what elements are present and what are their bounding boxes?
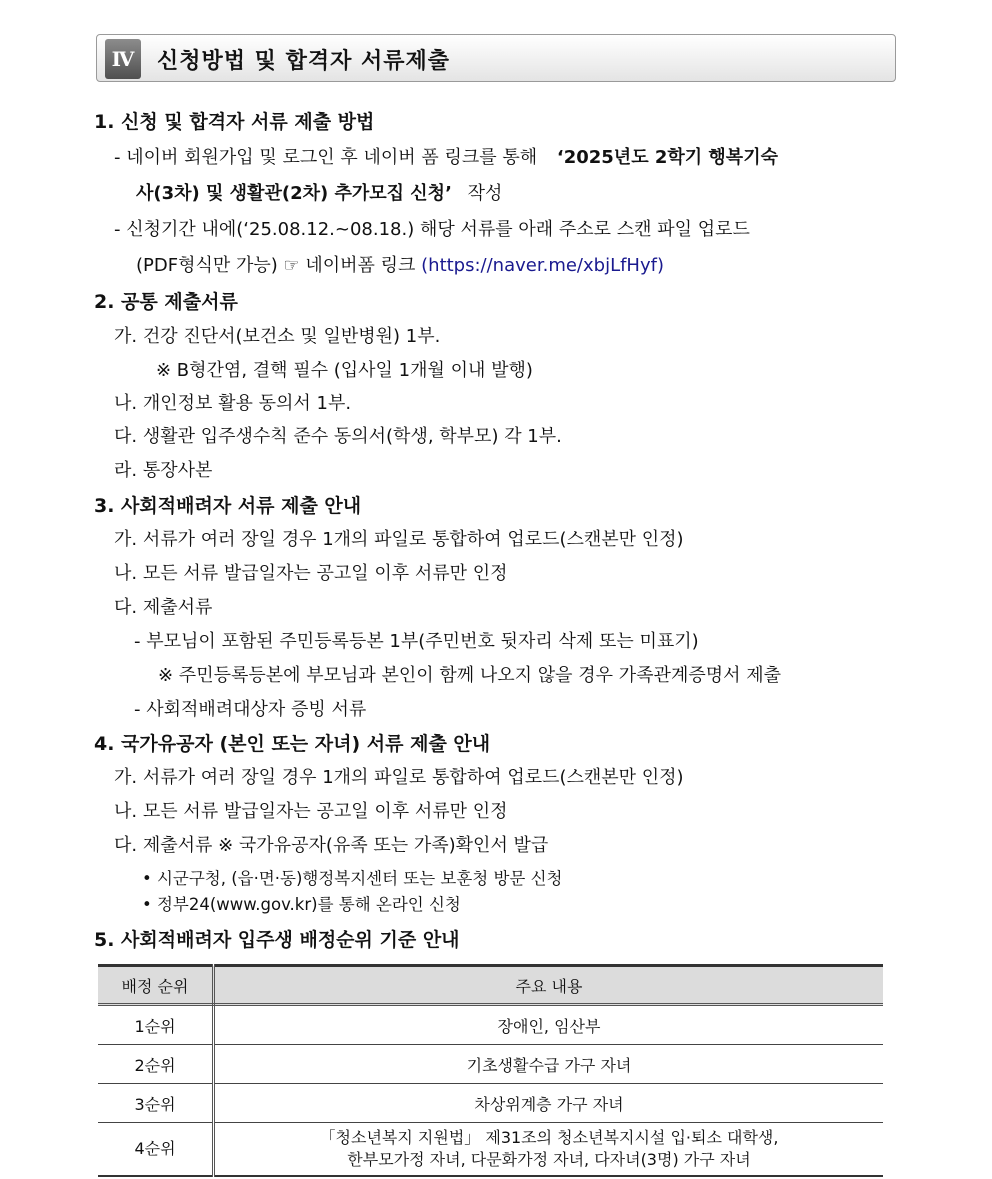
- s2-note: ※ B형간염, 결핵 필수 (입사일 1개월 이내 발행): [156, 360, 533, 381]
- s1-line2: [136, 182, 502, 206]
- content-cell: [214, 1123, 884, 1177]
- content-cell: 기초생활수급 가구 자녀: [214, 1045, 884, 1084]
- s1-line1: [114, 146, 778, 170]
- rank-cell: 3순위: [98, 1084, 214, 1123]
- s5-title: 5. 사회적배려자 입주생 배정순위 기준 안내: [94, 929, 460, 951]
- s1-line1-text: - 네이버 회원가입 및 로그인 후 네이버 폼 링크를 통해: [114, 147, 538, 168]
- rank-cell: 1순위: [98, 1005, 214, 1045]
- s4-bullet2: • 정부24(www.gov.kr)를 통해 온라인 신청: [142, 895, 461, 914]
- table-row: [98, 1005, 883, 1045]
- s1-line4: [136, 254, 664, 278]
- content-cell: 장애인, 임산부: [214, 1005, 884, 1045]
- s4-title: 4. 국가유공자 (본인 또는 자녀) 서류 제출 안내: [94, 733, 491, 755]
- s4-bullet1: • 시군구청, (읍·면·동)행정복지센터 또는 보훈청 방문 신청: [142, 869, 563, 888]
- s1-line1-bold: ‘2025년도 2학기 행복기숙: [556, 147, 778, 168]
- section-title: 신청방법 및 합격자 서류제출: [157, 49, 451, 74]
- rank-cell: 2순위: [98, 1045, 214, 1084]
- s4-item-ga: 가. 서류가 여러 장일 경우 1개의 파일로 통합하여 업로드(스캔본만 인정): [114, 767, 684, 788]
- s3-sub1: - 부모님이 포함된 주민등록등본 1부(주민번호 뒷자리 삭제 또는 미표기): [134, 631, 699, 652]
- s1-title: 1. 신청 및 합격자 서류 제출 방법: [94, 111, 375, 133]
- s2-item-ga: 가. 건강 진단서(보건소 및 일반병원) 1부.: [114, 326, 441, 347]
- s3-note: ※ 주민등록등본에 부모님과 본인이 함께 나오지 않을 경우 가족관계증명서 제출: [158, 665, 781, 686]
- s3-item-ga: 가. 서류가 여러 장일 경우 1개의 파일로 통합하여 업로드(스캔본만 인정): [114, 529, 684, 550]
- table-header-row: [98, 966, 883, 1005]
- s1-line4-text: (PDF형식만 가능) ☞ 네이버폼 링크: [136, 255, 416, 276]
- s1-line2-end: 작성: [467, 183, 503, 204]
- content-line1: 「청소년복지 지원법」 제31조의 청소년복지시설 입·퇴소 대학생,: [319, 1128, 779, 1147]
- section-header: [96, 34, 896, 82]
- table-row: [98, 1084, 883, 1123]
- s2-item-na: 나. 개인정보 활용 동의서 1부.: [114, 393, 352, 414]
- s3-item-na: 나. 모든 서류 발급일자는 공고일 이후 서류만 인정: [114, 563, 508, 584]
- rank-cell: 4순위: [98, 1123, 214, 1177]
- s2-item-ra: 라. 통장사본: [114, 460, 213, 481]
- s4-item-da: 다. 제출서류 ※ 국가유공자(유족 또는 가족)확인서 발급: [114, 835, 549, 856]
- table-header-rank: 배정 순위: [98, 966, 214, 1005]
- s4-item-na: 나. 모든 서류 발급일자는 공고일 이후 서류만 인정: [114, 801, 508, 822]
- naver-form-link[interactable]: (https://naver.me/xbjLfHyf): [421, 255, 664, 276]
- s3-sub2: - 사회적배려대상자 증빙 서류: [134, 699, 367, 720]
- s1-line2-bold: 사(3차) 및 생활관(2차) 추가모집 신청’: [136, 183, 452, 204]
- content-cell: 차상위계층 가구 자녀: [214, 1084, 884, 1123]
- table-header-content: 주요 내용: [214, 966, 884, 1005]
- s3-item-da: 다. 제출서류: [114, 597, 213, 618]
- table-row: [98, 1123, 883, 1177]
- s3-title: 3. 사회적배려자 서류 제출 안내: [94, 495, 362, 517]
- table-row: [98, 1045, 883, 1084]
- s1-line3: - 신청기간 내에(‘25.08.12.~08.18.) 해당 서류를 아래 주소로 스캔 파일 업로드: [114, 219, 750, 240]
- s2-title: 2. 공통 제출서류: [94, 291, 238, 313]
- priority-table: [98, 964, 883, 1177]
- content-line2: 한부모가정 자녀, 다문화가정 자녀, 다자녀(3명) 가구 자녀: [347, 1150, 751, 1169]
- section-number-badge: Ⅳ: [105, 39, 141, 79]
- s2-item-da: 다. 생활관 입주생수칙 준수 동의서(학생, 학부모) 각 1부.: [114, 426, 562, 447]
